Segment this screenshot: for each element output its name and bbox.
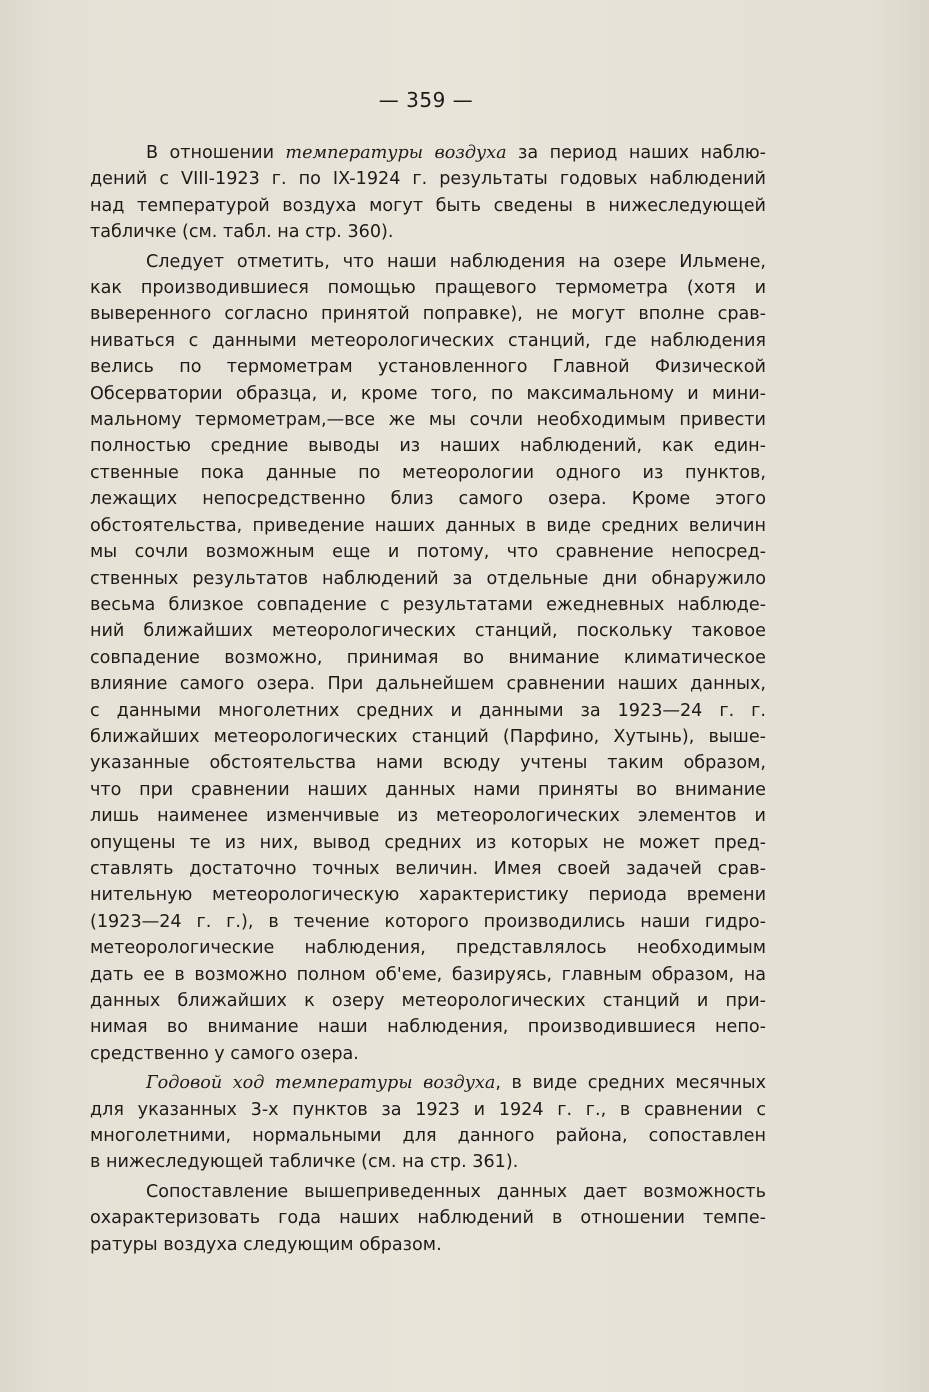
text-line: В отношении температуры воздуха за период наших наблю- [146,143,766,163]
text-line: лежащих непосредственно близ самого озера. Кроме этого [90,489,766,510]
text-line: дений с VIII-1923 г. по IX-1924 г. результаты годовых наблюдений [90,169,766,190]
text-line: ниваться с данными метеорологических станций, где наблюдения [90,330,766,351]
paragraph-4 [90,1179,766,1258]
text-line: нительную метеорологическую характеристику периода времени [90,885,766,906]
text-line: ственные пока данные по метеорологии одного из пунктов, [90,462,766,483]
text-line: многолетними, нормальными для данного района, сопоставлен [90,1126,766,1147]
paragraph-3 [90,1070,766,1176]
page-number: — 359 — [378,88,474,112]
text-line: нимая во внимание наши наблюдения, производившиеся непо- [90,1017,766,1038]
text-line: мы сочли возможным еще и потому, что сравнение непосред- [90,542,766,563]
text-line: Годовой ход температуры воздуха, в виде средних месячных [146,1073,766,1094]
text-line: в нижеследующей табличке (см. на стр. 361). [90,1152,519,1173]
text-line: указанные обстоятельства нами всюду учтены таким образом, [90,753,766,774]
text-line: что при сравнении наших данных нами приняты во внимание [90,779,766,800]
text-line: влияние самого озера. При дальнейшем сравнении наших данных, [90,674,766,695]
text-line: данных ближайших к озеру метеорологических станций и при- [90,991,766,1011]
text-line: мальному термометрам,—все же мы сочли необходимым привести [90,410,766,431]
text-line: весьма близкое совпадение с результатами ежедневных наблюде- [90,594,766,615]
text-line: (1923—24 г. г.), в течение которого производились наши гидро- [90,911,766,932]
text-line: совпадение возможно, принимая во внимание климатическое [90,647,766,668]
text-line: для указанных 3-х пунктов за 1923 и 1924 г. г., в сравнении с [90,1099,766,1120]
body-text [90,140,766,1258]
emphasized-term: Годовой ход температуры воздуха [146,1073,496,1094]
text-line: ставлять достаточно точных величин. Имея своей задачей срав- [90,858,766,879]
text-line: полностью средние выводы из наших наблюдений, как един- [90,436,766,457]
text-line: Следует отметить, что наши наблюдения на озере Ильмене, [146,251,766,272]
text-line: ближайших метеорологических станций (Парфино, Хутынь), выше- [90,726,766,747]
emphasized-term: температуры воздуха [285,143,507,163]
text-line: обстоятельства, приведение наших данных в виде средних величин [90,515,766,536]
text-line: Сопоставление вышеприведенных данных дает возможность [146,1181,766,1202]
text-line: табличке (см. табл. на стр. 360). [90,222,394,243]
text-line: ратуры воздуха следующим образом. [90,1234,442,1255]
text-line: лишь наименее изменчивые из метеорологических элементов и [90,806,766,827]
text-line: метеорологические наблюдения, представлялось необходимым [90,938,766,959]
paragraph-2 [90,249,766,1068]
text-line: ственных результатов наблюдений за отдельные дни обнаружило [90,568,766,589]
text-line: ний ближайших метеорологических станций, поскольку таковое [90,621,766,642]
text-line: выверенного согласно принятой поправке), не могут вполне срав- [90,304,766,325]
text-line: средственно у самого озера. [90,1043,359,1064]
text-line: над температурой воздуха могут быть сведены в нижеследующей [90,195,766,216]
text-line: Обсерватории образца, и, кроме того, по максимальному и мини- [90,383,766,404]
text-line: опущены те из них, вывод средних из которых не может пред- [90,832,766,853]
text-line: как производившиеся помощью пращевого термометра (хотя и [90,278,766,299]
paragraph-1 [90,140,766,246]
text-line: дать ее в возможно полном об'еме, базируясь, главным образом, на [90,964,766,985]
text-line: охарактеризовать года наших наблюдений в отношении темпе- [90,1208,766,1229]
text-line: с данными многолетних средних и данными за 1923—24 г. г. [90,700,766,721]
text-line: велись по термометрам установленного Главной Физической [90,357,766,378]
